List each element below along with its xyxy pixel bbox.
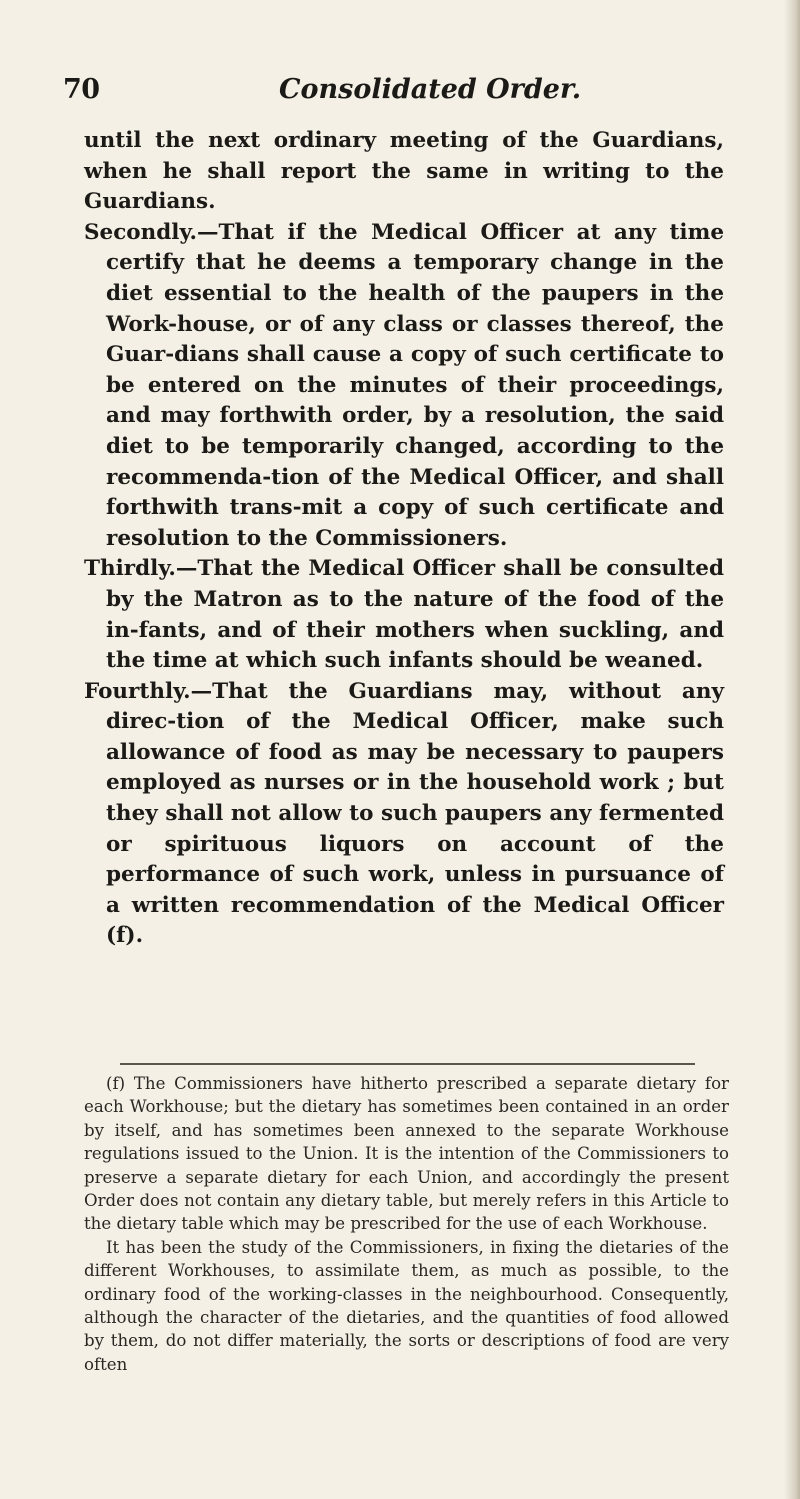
- page-number: 70: [63, 74, 100, 105]
- paragraph-fourthly: Fourthly.—That the Guardians may, without any direc-tion of the Medical Officer, make such allowance of food as may be necessary to paupers employed as nurses or in the household work ; but they shall not allow to such paupers any fermented or spirituous liquors on account of the performance of such work, unless in pursuance of a written recommendation of the Medical Officer (f).: [84, 678, 724, 949]
- running-title: Consolidated Order.: [279, 74, 582, 105]
- footnote-paragraph-2: It has been the study of the Commissioners, in fixing the dietaries of the different Workhouses, to assimilate them, as much as possible, to the ordinary food of the working-classes in the neighbourhood. Consequently, although the character of the dietaries, and the quantities of food allowed by them, do not differ materially, the sorts or descriptions of food are very often: [84, 1237, 729, 1374]
- footnote-paragraph-1: (f) The Commissioners have hitherto prescribed a separate dietary for each Workhouse; but the dietary has sometimes been contained in an order by itself, and has sometimes been annexed to the separate Workhouse regulations issued to the Union. It is the intention of the Commissioners to preserve a separate dietary for each Union, and accordingly the present Order does not contain any dietary table, but merely refers in this Article to the dietary table which may be prescribed for the use of each Workhouse.: [84, 1074, 729, 1234]
- paragraph-continuation: until the next ordinary meeting of the Guardians, when he shall report the same in writing to the Guardians.: [84, 128, 724, 215]
- main-text: [84, 126, 724, 952]
- page-header: [63, 74, 743, 114]
- footnote-divider: [120, 1063, 695, 1065]
- footnote: [84, 1072, 729, 1376]
- paragraph-thirdly: Thirdly.—That the Medical Officer shall be consulted by the Matron as to the nature of the food of the in-fants, and of their mothers when suckling, and the time at which such infants should be weaned.: [84, 556, 724, 674]
- paragraph-secondly: Secondly.—That if the Medical Officer at any time certify that he deems a temporary change in the diet essential to the health of the paupers in the Work-house, or of any class or classes thereof, the Guar-dians shall cause a copy of such certificate to be entered on the minutes of their proceedings, and may forthwith order, by a resolution, the said diet to be temporarily changed, according to the recommenda-tion of the Medical Officer, and shall forthwith trans-mit a copy of such certificate and resolution to the Commissioners.: [84, 219, 724, 551]
- page-edge-shadow: [784, 0, 800, 1499]
